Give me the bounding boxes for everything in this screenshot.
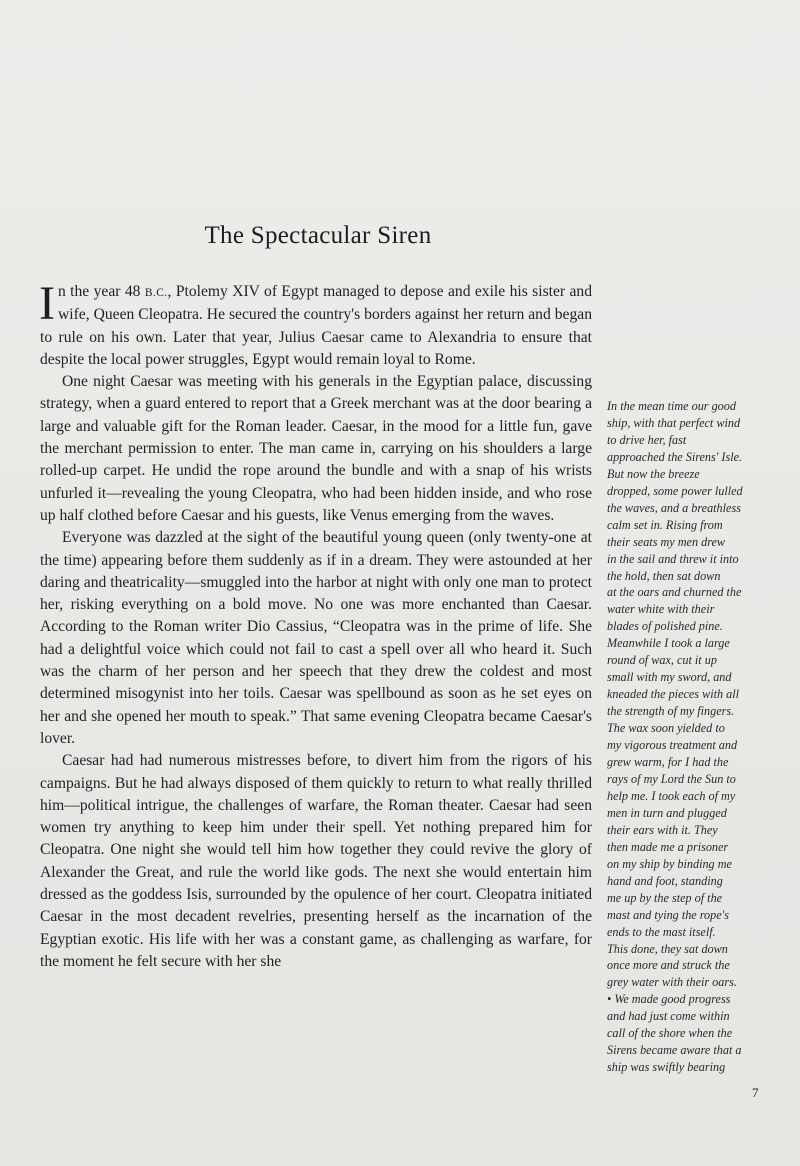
sidebar-line: But now the breeze — [607, 466, 700, 481]
chapter-title: The Spectacular Siren — [204, 222, 432, 249]
sidebar-line: rays of my Lord the Sun to — [607, 771, 736, 786]
sidebar-line: • We made good progress — [607, 992, 731, 1007]
paragraph-3: Everyone was dazzled at the sight of the beautiful young queen (only twenty-one at the time) appearing before them suddenly as if in a dream. They were astounded at her daring and theatricality—smuggled into the harbor at night with only one man to protect her, risking everything on a bold move. No one was more enchanted than Caesar. According to the Roman writer Dio Cassius, “Cleopatra was in the prime of life. She had a delightful voice which could not fail to cast a spell over all who heard it. Such was the charm of her person and her speech that they drew the coldest and most determined misogynist into her toils. Caesar was spellbound as soon as he set eyes on her and she opened her mouth to speak.” That same evening Cleopatra became Caesar's lover. — [40, 529, 592, 747]
sidebar-line: Sirens became aware that a — [607, 1043, 742, 1058]
sidebar-line: round of wax, cut it up — [607, 653, 717, 668]
sidebar-line: grew warm, for I had the — [607, 755, 729, 770]
sidebar-line: their seats my men drew — [607, 534, 726, 549]
drop-cap: I — [39, 277, 55, 330]
paragraph-1-lead-a: n the year 48 — [57, 283, 145, 300]
sidebar-line: ship was swiftly bearing — [607, 1060, 726, 1075]
sidebar-line: calm set in. Rising from — [607, 517, 723, 532]
sidebar-line: to drive her, fast — [607, 432, 687, 447]
sidebar-line: grey water with their oars. — [607, 975, 737, 990]
sidebar-line: the waves, and a breathless — [607, 500, 741, 515]
paragraph-4: Caesar had had numerous mistresses before, to divert him from the rigors of his campaigns. But he had always disposed of them quickly to return to what really thrilled him—political intrigue, the challenges of warfare, the Roman theater. Caesar had seen women try anything to keep him under their spell. Yet nothing prepared him for Cleopatra. One night she would tell him how together they could revive the glory of Alexander the Great, and rule the world like gods. The next she would entertain him dressed as the goddess Isis, surrounded by the opulence of her court. Cleopatra initiated Caesar in the most decadent revelries, presenting herself as the incarnation of the Egyptian exotic. His life with her was a constant game, as challenging as warfare, for the moment he felt secure with her she — [40, 752, 592, 970]
sidebar-line: kneaded the pieces with all — [607, 687, 739, 702]
sidebar-line: This done, they sat down — [607, 941, 728, 956]
sidebar-line: approached the Sirens' Isle. — [607, 449, 743, 464]
sidebar-line: In the mean time our good — [607, 399, 736, 413]
sidebar-line: their ears with it. They — [607, 822, 718, 837]
sidebar-line: ship, with that perfect wind — [607, 415, 741, 430]
sidebar-line: then made me a prisoner — [607, 839, 729, 854]
sidebar-line: ends to the mast itself. — [607, 924, 716, 939]
sidebar-line: the hold, then sat down — [607, 568, 721, 583]
sidebar-line: The wax soon yielded to — [607, 721, 725, 736]
sidebar-line: in the sail and threw it into — [607, 551, 739, 566]
sidebar-line: small with my sword, and — [607, 670, 732, 685]
sidebar-line: Meanwhile I took a large — [607, 636, 730, 651]
sidebar-line: hand and foot, standing — [607, 873, 723, 888]
sidebar-line: the strength of my fingers. — [607, 704, 735, 719]
sidebar-line: my vigorous treatment and — [607, 738, 738, 753]
era-small-caps: B.C. — [144, 287, 168, 299]
main-text-column — [39, 277, 592, 973]
sidebar-line: at the oars and churned the — [607, 585, 742, 600]
sidebar-line: and had just come within — [607, 1009, 730, 1024]
paragraph-1-lead-b: , Ptolemy XIV of Egypt managed to depose and exile his sister and wife, Queen Cleopatra. He secured the country's borders against her return and began to rule on his own. Later that year, Julius Caesar came to Alexandria to ensure that despite the local power struggles, Egypt would remain loyal to Rome. — [40, 283, 592, 368]
sidebar-line: men in turn and plugged — [607, 805, 727, 820]
sidebar-line: water white with their — [607, 602, 715, 617]
sidebar-epigraph — [607, 398, 782, 1076]
sidebar-line: dropped, some power lulled — [607, 483, 743, 498]
paragraph-1 — [39, 277, 592, 371]
sidebar-line: on my ship by binding me — [607, 856, 732, 871]
sidebar-line: me up by the step of the — [607, 890, 723, 905]
sidebar-line: call of the shore when the — [607, 1026, 733, 1041]
page-number: 7 — [752, 1085, 759, 1100]
sidebar-line: help me. I took each of my — [607, 788, 736, 803]
paragraph-2: One night Caesar was meeting with his generals in the Egyptian palace, discussing strategy, when a guard entered to report that a Greek merchant was at the door bearing a large and valuable gift for the Roman leader. Caesar, in the mood for a little fun, gave the merchant permission to enter. The man came in, carrying on his shoulders a large rolled-up carpet. He undid the rope around the bundle and with a snap of his wrists unfurled it—revealing the young Cleopatra, who had been hidden inside, and who rose up half clothed before Caesar and his guests, like Venus emerging from the waves. — [40, 373, 592, 524]
sidebar-line: mast and tying the rope's — [607, 907, 729, 922]
sidebar-line: once more and struck the — [607, 958, 730, 973]
sidebar-line: blades of polished pine. — [607, 619, 723, 634]
